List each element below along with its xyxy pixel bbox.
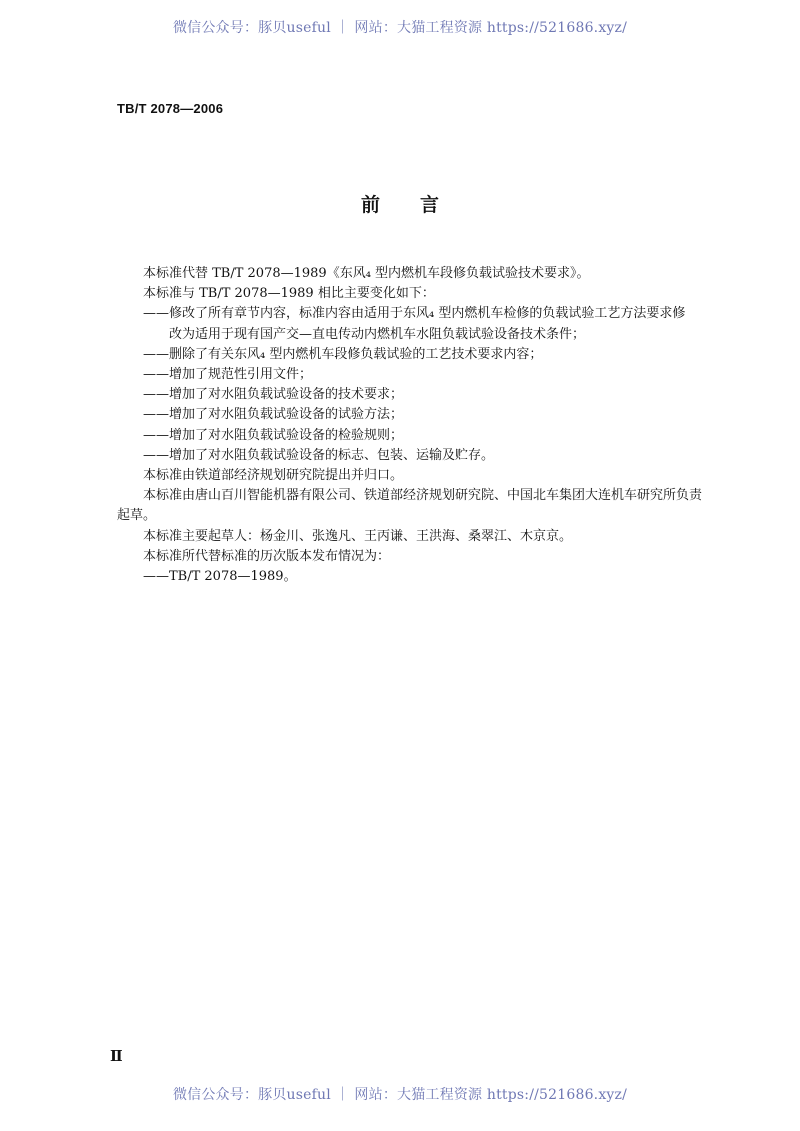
paragraph-line: 改为适用于现有国产交—直电传动内燃机车水阻负载试验设备技术条件； bbox=[169, 326, 586, 342]
watermark-bottom: 微信公众号：豚贝useful ｜ 网站：大猫工程资源 https://521686.xyz/ bbox=[172, 1087, 628, 1103]
standard-code: TB/T 2078—2006 bbox=[117, 101, 224, 116]
paragraph-line: ——增加了对水阻负载试验设备的检验规则； bbox=[143, 427, 404, 443]
page-title: 前言 bbox=[360, 194, 479, 216]
paragraph-line: 本标准主要起草人：杨金川、张逸凡、王丙谦、王洪海、桑翠江、木京京。 bbox=[143, 528, 573, 544]
paragraph-line: ——增加了对水阻负载试验设备的标志、包装、运输及贮存。 bbox=[143, 447, 495, 463]
paragraph-line: ——修改了所有章节内容，标准内容由适用于东风₄ 型内燃机车检修的负载试验工艺方法要求修 bbox=[143, 306, 686, 322]
paragraph-line: 起草。 bbox=[117, 508, 157, 524]
paragraph-line: ——TB/T 2078—1989。 bbox=[143, 569, 297, 585]
foreword-body bbox=[117, 264, 717, 587]
paragraph-line: 本标准所代替标准的历次版本发布情况为： bbox=[143, 548, 391, 564]
paragraph-line: ——增加了对水阻负载试验设备的技术要求； bbox=[143, 387, 404, 403]
paragraph-line: ——增加了对水阻负载试验设备的试验方法； bbox=[143, 407, 404, 423]
paragraph-line: ——删除了有关东风₄ 型内燃机车段修负载试验的工艺技术要求内容； bbox=[143, 346, 543, 362]
watermark-top: 微信公众号：豚贝useful ｜ 网站：大猫工程资源 https://521686.xyz/ bbox=[172, 20, 628, 36]
page-number: Ⅱ bbox=[110, 1049, 123, 1065]
paragraph-line: 本标准由铁道部经济规划研究院提出并归口。 bbox=[143, 468, 404, 484]
paragraph-line: 本标准与 TB/T 2078—1989 相比主要变化如下： bbox=[143, 286, 435, 302]
paragraph-line: 本标准代替 TB/T 2078—1989《东风₄ 型内燃机车段修负载试验技术要求》。 bbox=[143, 266, 590, 281]
paragraph-line: 本标准由唐山百川智能机器有限公司、铁道部经济规划研究院、中国北车集团大连机车研究所负责 bbox=[143, 488, 703, 504]
paragraph-line: ——增加了规范性引用文件； bbox=[143, 367, 313, 383]
